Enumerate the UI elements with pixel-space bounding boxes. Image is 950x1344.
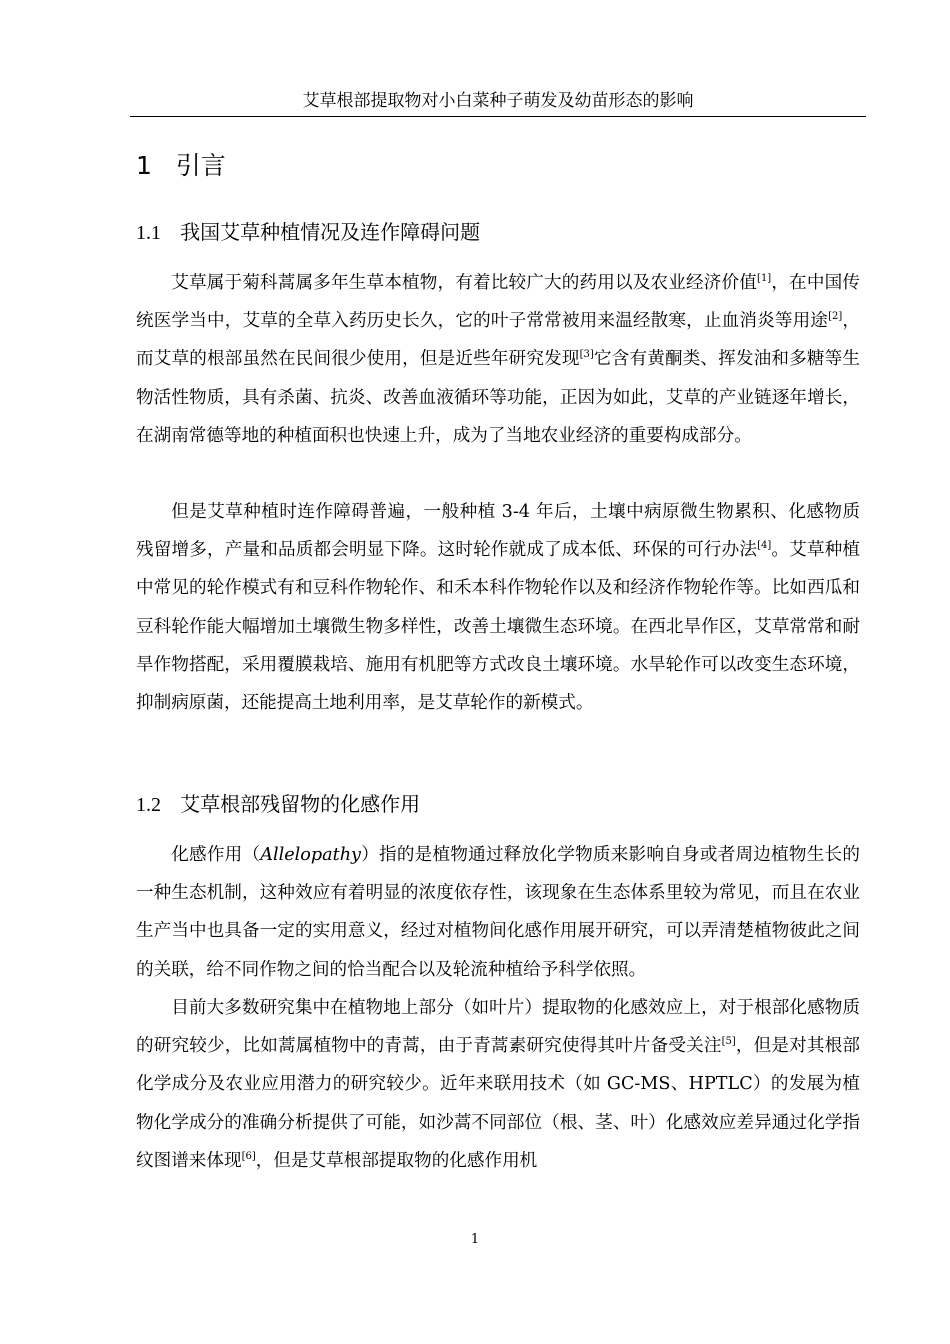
text-run: ，在中国传统医学当中，艾草的全草入药历史长久，它的叶子常常被用来温经散寒，止血消炎等用途 [136,273,860,332]
page-number: 1 [470,1232,480,1247]
subsection-heading-1-2 [136,788,420,817]
text-run: 但是艾草种植时连作障碍普遍，一般种植 3-4 年后，土壤中病原微生物累积、化感物质残留增多，产量和品质都会明显下降。这时轮作就成了成本低、环保的可行办法 [136,502,860,561]
subsection-heading-1-1 [136,216,480,245]
subsection-title: 艾草根部残留物的化感作用 [180,792,421,816]
text-run: ，但是对其根部化学成分及农业应用潜力的研究较少。近年来联用技术（如 GC-MS、HPTLC）的发展为植物化学成分的准确分析提供了可能，如沙蒿不同部位（根、茎、叶）化感效应差异通过化学指纹图谱来体现 [136,1036,860,1171]
citation: [6] [241,1150,256,1162]
subsection-title: 我国艾草种植情况及连作障碍问题 [180,220,481,244]
text-run: 化感作用（ [171,845,261,865]
text-run: 目前大多数研究集中在植物地上部分（如叶片）提取物的化感效应上，对于根部化感物质的研究较少，比如蒿属植物中的青蒿，由于青蒿素研究使得其叶片备受关注 [136,998,860,1057]
paragraph-root-research [136,989,860,1180]
text-run: 艾草属于菊科蒿属多年生草本植物，有着比较广大的药用以及农业经济价值 [171,273,758,293]
italic-term: Allelopathy [260,845,361,865]
running-header: 艾草根部提取物对小白菜种子萌发及幼苗形态的影响 [130,86,866,117]
text-run: ，而艾草的根部虽然在民间很少使用，但是近些年研究发现 [136,311,860,370]
subsection-number: 1.2 [136,794,161,816]
subsection-number: 1.1 [136,222,161,244]
section-number: 1 [136,151,152,180]
section-heading-1 [136,146,226,182]
paragraph-continuous-cropping [136,493,860,722]
text-run: 。艾草种植中常见的轮作模式有和豆科作物轮作、和禾本科作物轮作以及和经济作物轮作等。比如西瓜和豆科轮作能大幅增加土壤微生物多样性，改善土壤微生态环境。在西北旱作区，艾草常常和耐旱作物搭配，采用覆膜栽培、施用有机肥等方式改良土壤环境。水旱轮作可以改变生态环境，抑制病原菌，还能提高土地利用率，是艾草轮作的新模式。 [136,540,860,714]
citation: [5] [721,1036,736,1048]
text-run: ，但是艾草根部提取物的化感作用机 [255,1150,538,1171]
section-title: 引言 [175,151,226,180]
citation: [4] [757,540,772,552]
paragraph-cultivation [136,264,860,455]
citation: [3] [579,349,594,361]
citation: [1] [757,273,772,284]
text-run: ）指的是植物通过释放化学物质来影响自身或者周边植物生长的一种生态机制，这种效应有着明显的浓度依存性，该现象在生态体系里较为常见，而且在农业生产当中也具备一定的实用意义，经过对植物间化感作用展开研究，可以弄清楚植物彼此之间的关联，给不同作物之间的恰当配合以及轮流种植给予科学依照。 [136,845,860,980]
text-run: 它含有黄酮类、挥发油和多糖等生物活性物质，具有杀菌、抗炎、改善血液循环等功能，正因为如此，艾草的产业链逐年增长，在湖南常德等地的种植面积也快速上升，成为了当地农业经济的重要构成部分。 [136,349,860,446]
paragraph-allelopathy [136,836,860,989]
citation: [2] [828,311,843,323]
